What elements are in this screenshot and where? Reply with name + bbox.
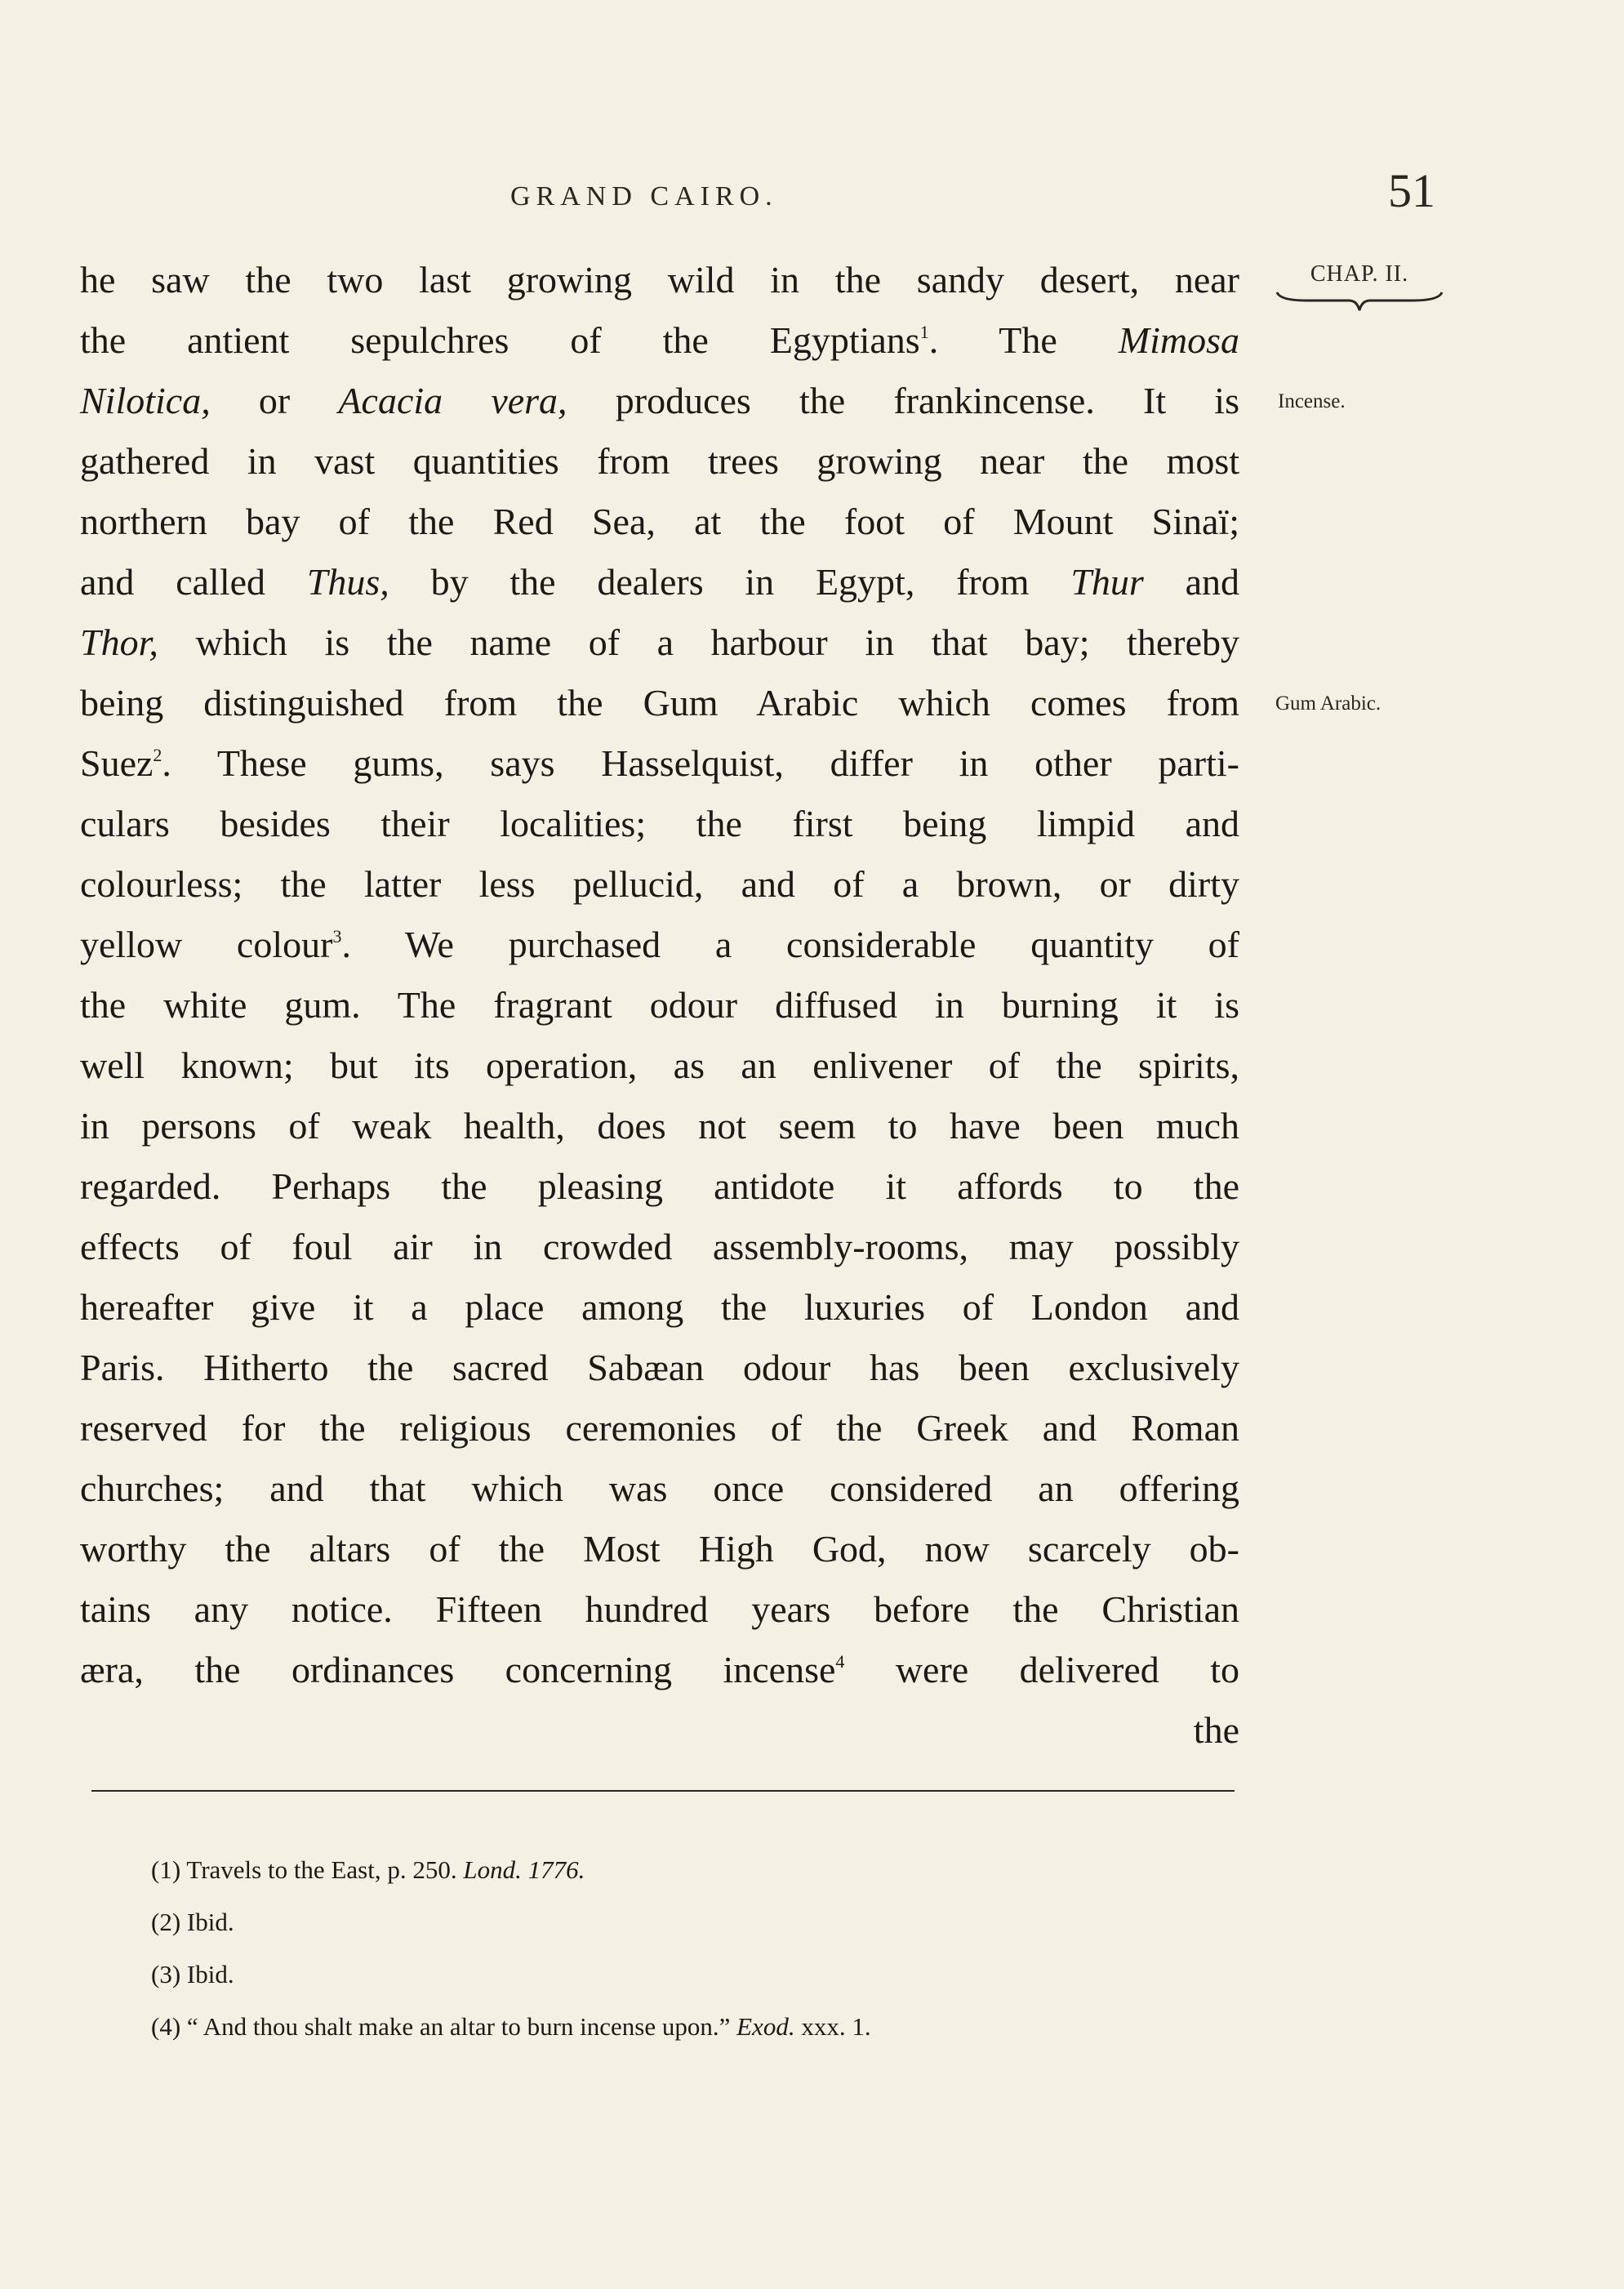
footnote <box>151 1948 1294 2001</box>
footnote-ref: 4 <box>835 1651 845 1672</box>
body-text <box>80 250 1239 1761</box>
italic-phrase: Thus, <box>306 561 389 603</box>
text-run: culars besides their localities; the first being limpid and <box>80 803 1239 844</box>
footnote-number: (2) <box>151 1908 187 1936</box>
italic-phrase: Thur <box>1070 561 1144 603</box>
text-run: . These gums, says Hasselquist, differ in other parti- <box>162 742 1239 784</box>
footnote-number: (4) <box>151 2012 187 2041</box>
margin-note-incense: Incense. <box>1278 390 1346 412</box>
text-run: churches; and that which was once considered an offering <box>80 1467 1239 1509</box>
italic-phrase: Acacia vera, <box>338 380 567 421</box>
text-run: worthy the altars of the Most High God, now scarcely ob- <box>80 1528 1239 1570</box>
footnote-citation-ref: xxx. 1. <box>794 2012 871 2041</box>
page-number: 51 <box>1388 164 1435 217</box>
text-run: . The <box>928 319 1119 361</box>
footnote-text: Ibid. <box>186 1908 234 1936</box>
text-line <box>80 1156 1239 1217</box>
chapter-marker <box>1274 261 1445 314</box>
italic-phrase: Nilotica, <box>80 380 211 421</box>
text-line <box>80 673 1239 733</box>
text-run: by the dealers in Egypt, from <box>389 561 1071 603</box>
footnote <box>151 1896 1294 1948</box>
text-line <box>80 371 1239 431</box>
text-run: being distinguished from the Gum Arabic which comes from <box>80 682 1239 724</box>
text-run: æra, the ordinances concerning incense <box>80 1649 836 1690</box>
footnote-ref: 3 <box>332 926 342 946</box>
brace-ornament-icon <box>1274 289 1445 314</box>
text-line <box>80 1579 1239 1640</box>
italic-phrase: Mimosa <box>1118 319 1239 361</box>
text-line <box>80 854 1239 915</box>
text-run: tains any notice. Fifteen hundred years before the Christian <box>80 1588 1239 1630</box>
text-run: the white gum. The fragrant odour diffused in burning it is <box>80 984 1239 1026</box>
text-line <box>80 492 1239 552</box>
text-run: reserved for the religious ceremonies of the Greek and Roman <box>80 1407 1239 1449</box>
text-line <box>80 1519 1239 1579</box>
text-run: the <box>1193 1709 1239 1751</box>
running-head: GRAND CAIRO. <box>510 181 778 212</box>
text-run: yellow colour <box>80 924 333 965</box>
footnote-text: Travels to the East, p. 250. <box>186 1855 464 1884</box>
italic-phrase: Thor, <box>80 621 158 663</box>
text-run: . We purchased a considerable quantity of <box>341 924 1239 965</box>
footnote-text: Ibid. <box>186 1960 234 1988</box>
text-line <box>80 552 1239 612</box>
text-line <box>80 975 1239 1035</box>
text-line <box>80 250 1239 310</box>
footnote-number: (3) <box>151 1960 187 1988</box>
text-line <box>80 794 1239 854</box>
text-line <box>80 1338 1239 1398</box>
text-line <box>80 1035 1239 1096</box>
footnote-citation: Exod. <box>736 2012 795 2041</box>
text-line <box>80 1217 1239 1277</box>
footnote <box>151 2001 1294 2053</box>
text-run: he saw the two last growing wild in the sandy desert, near <box>80 259 1239 301</box>
text-line <box>80 1277 1239 1338</box>
text-run: hereafter give it a place among the luxuries of London and <box>80 1286 1239 1328</box>
text-line <box>80 431 1239 492</box>
text-run: the antient sepulchres of the Egyptians <box>80 319 920 361</box>
footnote-text: “ And thou shalt make an altar to burn incense upon.” <box>186 2012 737 2041</box>
text-run: in persons of weak health, does not seem to have been much <box>80 1105 1239 1147</box>
text-line <box>80 1096 1239 1156</box>
footnote-rule <box>91 1790 1235 1792</box>
text-run: and <box>1143 561 1239 603</box>
text-line <box>80 1640 1239 1700</box>
text-run: produces the frankincense. It is <box>567 380 1239 421</box>
footnote-ref: 1 <box>919 322 929 342</box>
chapter-label: CHAP. II. <box>1310 261 1409 287</box>
footnote-ref: 2 <box>153 745 162 765</box>
text-run: northern bay of the Red Sea, at the foot of Mount Sinaï; <box>80 501 1239 542</box>
text-run: effects of foul air in crowded assembly-rooms, may possibly <box>80 1226 1239 1267</box>
text-run: Suez <box>80 742 154 784</box>
text-run: well known; but its operation, as an enlivener of the spirits, <box>80 1044 1239 1086</box>
text-run: regarded. Perhaps the pleasing antidote it affords to the <box>80 1165 1239 1207</box>
text-run: were delivered to <box>844 1649 1239 1690</box>
text-line <box>80 1700 1239 1761</box>
text-line <box>80 915 1239 975</box>
text-run: gathered in vast quantities from trees growing near the most <box>80 440 1239 482</box>
footnote-citation: Lond. 1776. <box>463 1855 585 1884</box>
text-line <box>80 1458 1239 1519</box>
footnote-number: (1) <box>151 1855 187 1884</box>
text-run: colourless; the latter less pellucid, and of a brown, or dirty <box>80 863 1239 905</box>
text-run: which is the name of a harbour in that bay; thereby <box>158 621 1239 663</box>
text-run: or <box>210 380 339 421</box>
margin-note-gum-arabic: Gum Arabic. <box>1275 692 1382 715</box>
text-line <box>80 612 1239 673</box>
text-run: and called <box>80 561 307 603</box>
footnotes <box>151 1844 1294 2053</box>
text-run: Paris. Hitherto the sacred Sabæan odour has been exclusively <box>80 1347 1239 1388</box>
text-line <box>80 310 1239 371</box>
text-line <box>80 1398 1239 1458</box>
footnote <box>151 1844 1294 1896</box>
text-line <box>80 733 1239 794</box>
